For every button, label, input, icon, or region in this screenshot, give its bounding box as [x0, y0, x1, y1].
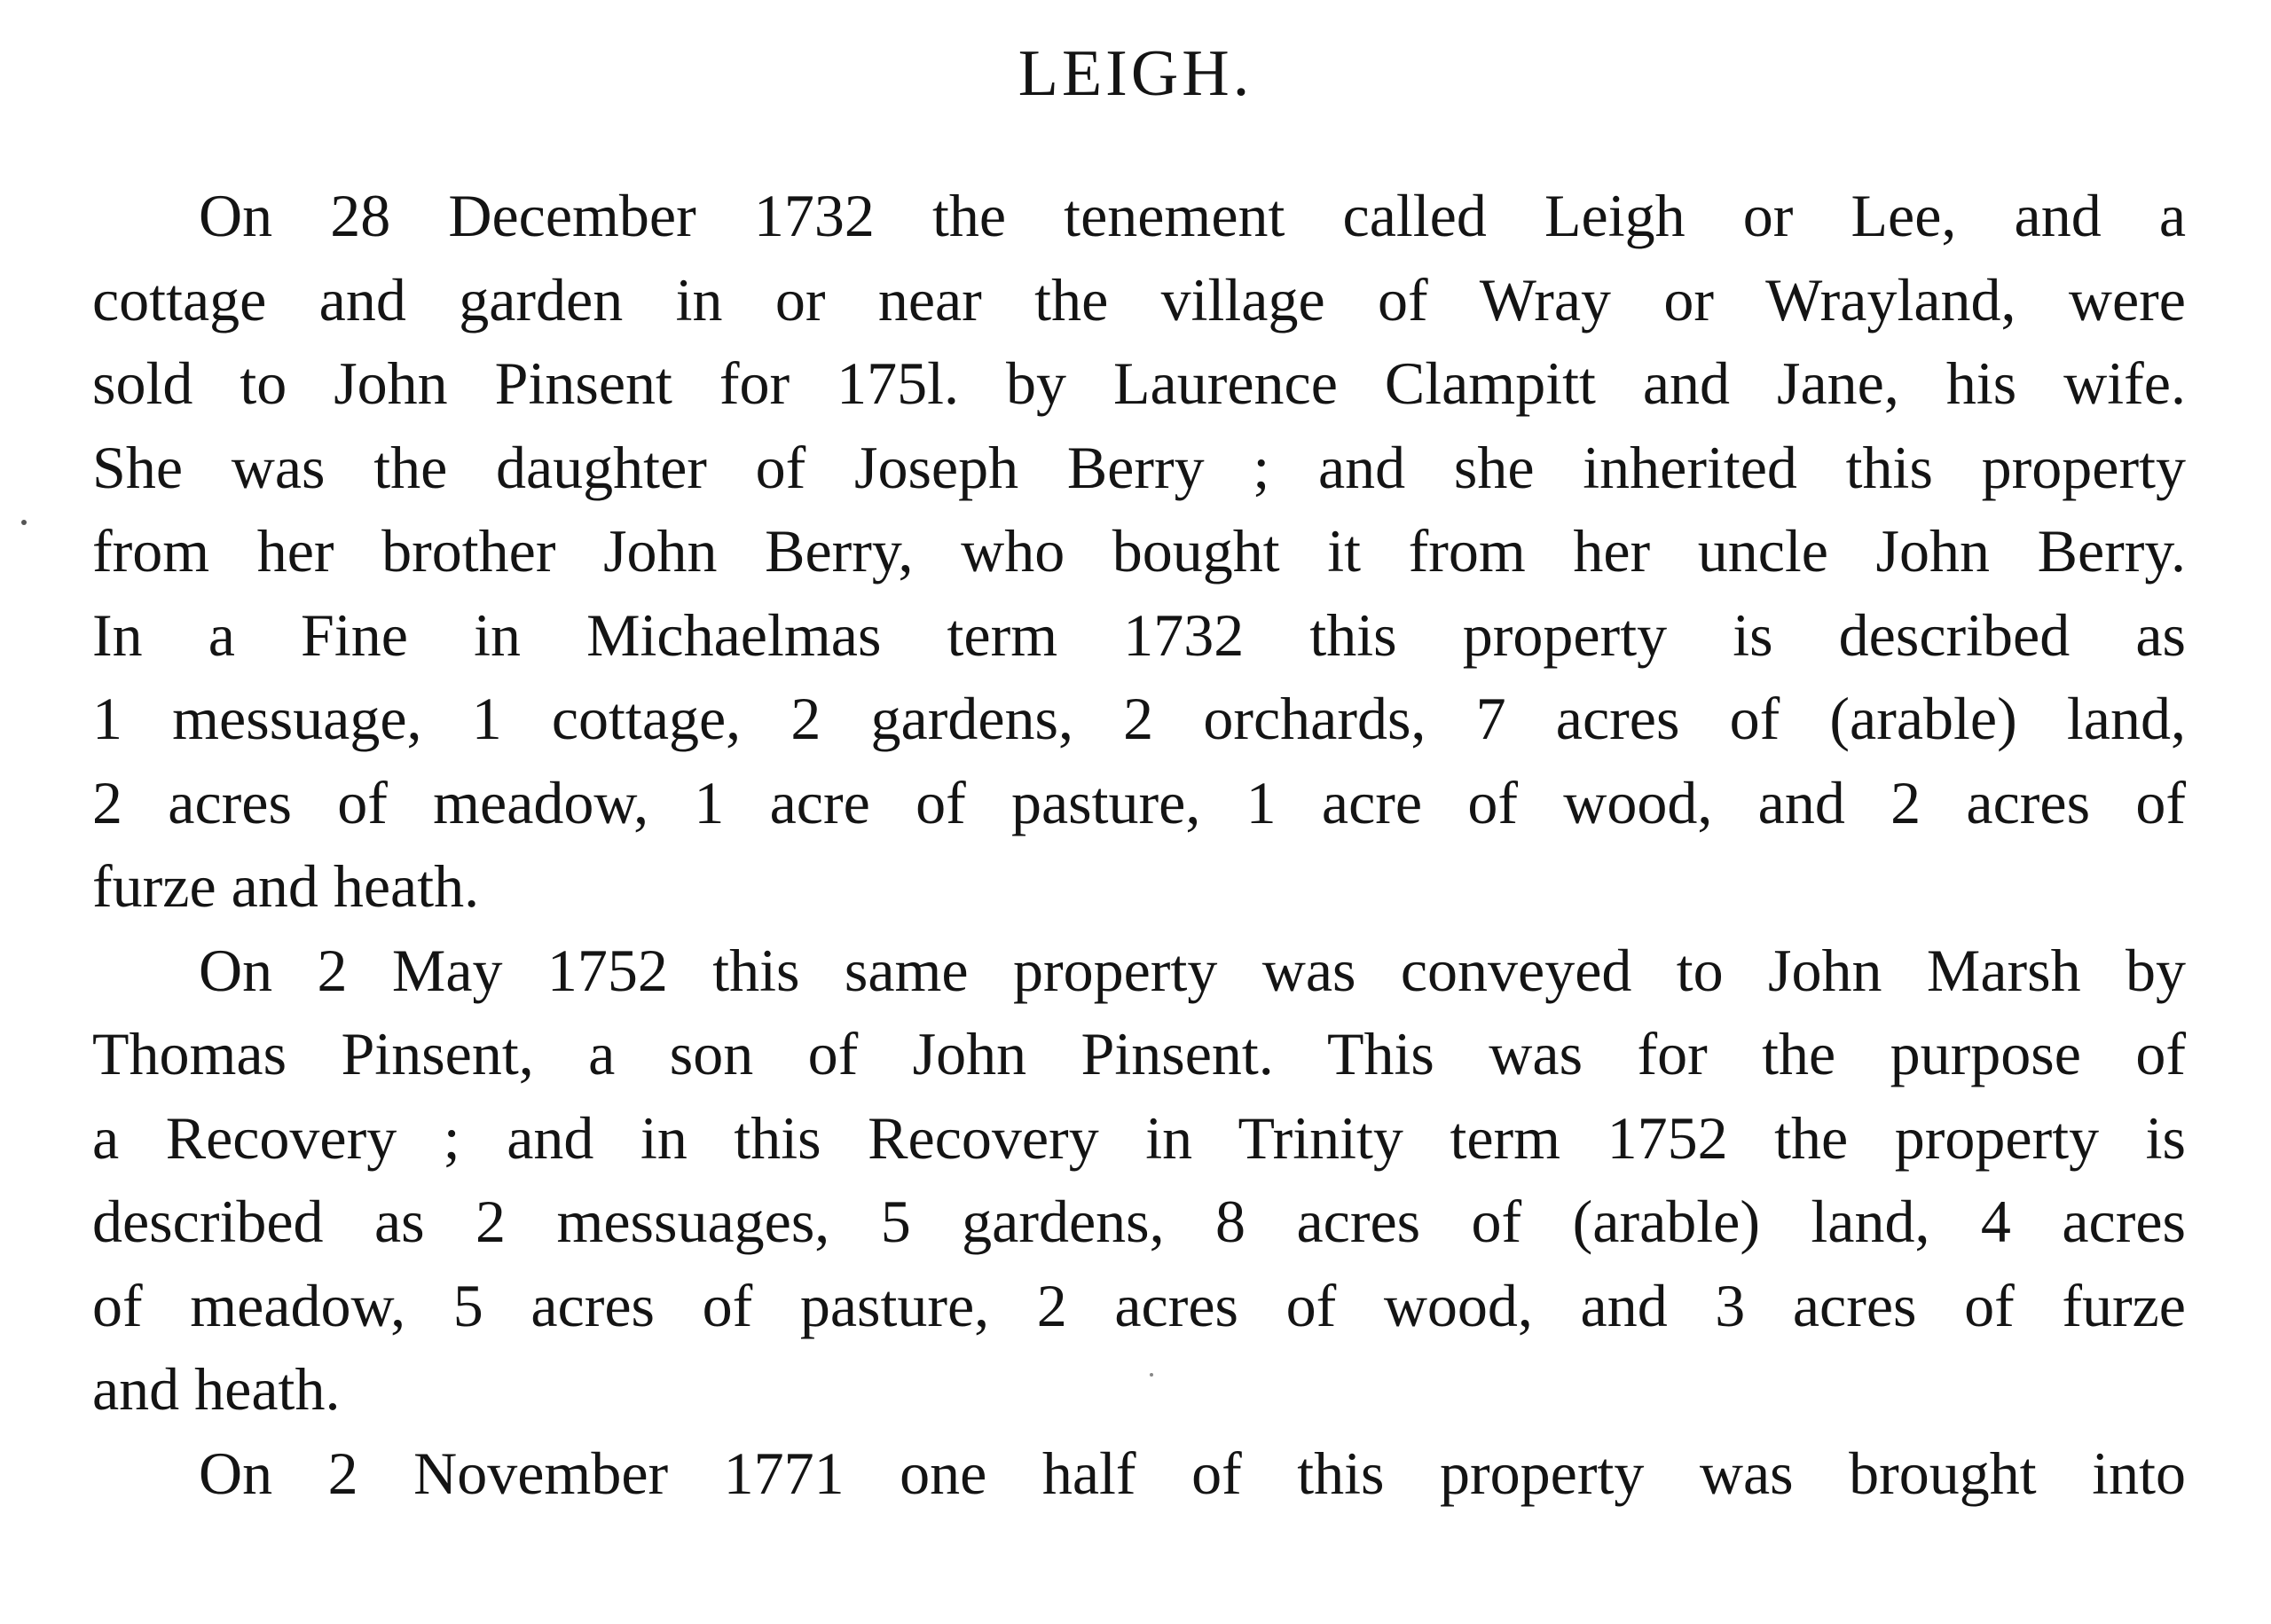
text-line: In a Fine in Michaelmas term 1732 this property is described as — [92, 600, 2186, 669]
text-line: of meadow, 5 acres of pasture, 2 acres of wood, and 3 acres of furze — [92, 1271, 2186, 1339]
text-line: 2 acres of meadow, 1 acre of pasture, 1 acre of wood, and 2 acres of — [92, 768, 2186, 836]
paragraph — [92, 929, 2186, 1432]
paragraph — [92, 1432, 2186, 1516]
text-line: 1 messuage, 1 cottage, 2 gardens, 2 orchards, 7 acres of (arable) land, — [92, 685, 2186, 752]
scan-speck — [21, 520, 27, 525]
text-line: furze and heath. — [92, 852, 480, 920]
text-line: She was the daughter of Joseph Berry ; and she inherited this property — [92, 433, 2186, 501]
paragraph — [92, 174, 2186, 929]
text-line: On 2 November 1771 one half of this property was brought into — [199, 1439, 2186, 1507]
text-line: sold to John Pinsent for 175l. by Laurence Clampitt and Jane, his wife. — [92, 349, 2186, 417]
text-line: from her brother John Berry, who bought it from her uncle John Berry. — [92, 517, 2186, 584]
text-line: and heath. — [92, 1355, 341, 1423]
scan-speck — [1150, 1373, 1153, 1377]
text-line: Thomas Pinsent, a son of John Pinsent. This was for the purpose of — [92, 1020, 2186, 1087]
body-text — [92, 174, 2186, 1515]
text-line: On 28 December 1732 the tenement called Leigh or Lee, and a — [199, 182, 2186, 249]
text-line: On 2 May 1752 this same property was conveyed to John Marsh by — [199, 936, 2186, 1004]
page-heading: LEIGH. — [1018, 37, 1253, 110]
text-line: cottage and garden in or near the village of Wray or Wrayland, were — [92, 265, 2186, 333]
text-line: a Recovery ; and in this Recovery in Trinity term 1752 the property is — [92, 1103, 2186, 1172]
text-line: described as 2 messuages, 5 gardens, 8 acres of (arable) land, 4 acres — [92, 1188, 2186, 1255]
